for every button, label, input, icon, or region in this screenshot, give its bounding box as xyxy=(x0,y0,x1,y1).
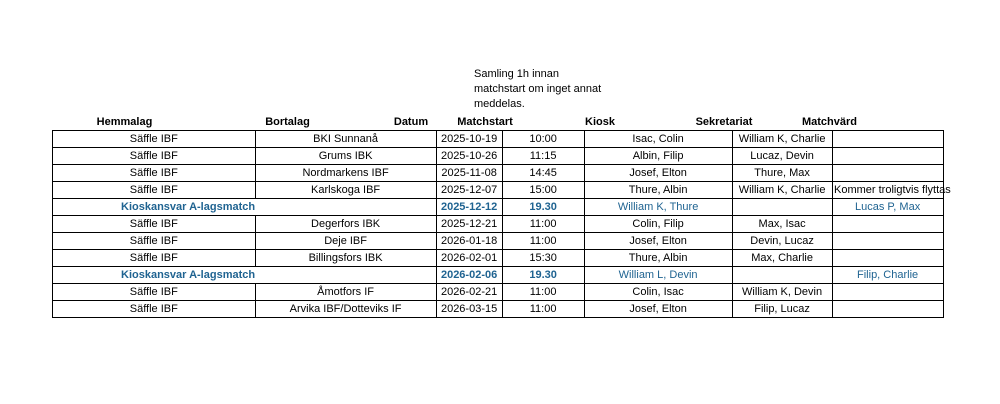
cell-bortalag: Deje IBF xyxy=(255,233,436,250)
cell-hemmalag: Säffle IBF xyxy=(53,216,256,233)
assembly-note xyxy=(474,67,624,112)
cell-kiosk: Colin, Filip xyxy=(584,216,732,233)
cell-kiosk: Colin, Isac xyxy=(584,284,732,301)
cell-kiosk: Josef, Elton xyxy=(584,165,732,182)
cell-bortalag: Arvika IBF/Dotteviks IF xyxy=(255,301,436,318)
table-row xyxy=(53,131,944,148)
header-kiosk: Kiosk xyxy=(585,116,615,128)
cell-kiosk: Josef, Elton xyxy=(584,301,732,318)
cell-bortalag: Nordmarkens IBF xyxy=(255,165,436,182)
cell-bortalag: BKI Sunnanå xyxy=(255,131,436,148)
cell-hemmalag: Säffle IBF xyxy=(53,148,256,165)
cell-bortalag: Åmotfors IF xyxy=(255,284,436,301)
cell-bortalag: Grums IBK xyxy=(255,148,436,165)
cell-start: 11:00 xyxy=(502,216,584,233)
cell-sekretariat xyxy=(732,199,832,216)
cell-start: 19.30 xyxy=(502,267,584,284)
cell-kiosk: Thure, Albin xyxy=(584,250,732,267)
cell-matchvard xyxy=(832,165,943,182)
cell-kiosk: William L, Devin xyxy=(584,267,732,284)
cell-hemmalag: Säffle IBF xyxy=(53,233,256,250)
cell-bortalag: Billingsfors IBK xyxy=(255,250,436,267)
cell-kiosk: Josef, Elton xyxy=(584,233,732,250)
table-row xyxy=(53,267,944,284)
cell-sekretariat: Lucaz, Devin xyxy=(732,148,832,165)
cell-bortalag: Degerfors IBK xyxy=(255,216,436,233)
cell-datum: 2025-12-07 xyxy=(436,182,502,199)
table-row xyxy=(53,301,944,318)
cell-hemmalag: Säffle IBF xyxy=(53,182,256,199)
cell-sekretariat: Filip, Lucaz xyxy=(732,301,832,318)
cell-sekretariat: William K, Charlie xyxy=(732,131,832,148)
header-datum: Datum xyxy=(393,116,429,128)
cell-sekretariat: Max, Charlie xyxy=(732,250,832,267)
cell-matchvard: Lucas P, Max xyxy=(832,199,943,216)
cell-sekretariat: William K, Devin xyxy=(732,284,832,301)
cell-sekretariat: Thure, Max xyxy=(732,165,832,182)
cell-kiosk: William K, Thure xyxy=(584,199,732,216)
table-row xyxy=(53,148,944,165)
note-line: meddelas. xyxy=(474,98,525,110)
cell-sekretariat: William K, Charlie xyxy=(732,182,832,199)
cell-hemmalag: Säffle IBF xyxy=(53,131,256,148)
cell-matchvard xyxy=(832,250,943,267)
cell-bortalag: Karlskoga IBF xyxy=(255,182,436,199)
cell-datum: 2026-02-01 xyxy=(436,250,502,267)
cell-datum: 2025-12-12 xyxy=(436,199,502,216)
table-row xyxy=(53,233,944,250)
header-bortalag: Bortalag xyxy=(265,116,310,128)
cell-matchvard xyxy=(832,284,943,301)
cell-start: 10:00 xyxy=(502,131,584,148)
cell-hemmalag: Kioskansvar A-lagsmatch xyxy=(53,267,256,284)
cell-datum: 2025-12-21 xyxy=(436,216,502,233)
cell-kiosk: Albin, Filip xyxy=(584,148,732,165)
cell-start: 15:00 xyxy=(502,182,584,199)
cell-start: 14:45 xyxy=(502,165,584,182)
header-matchstart: Matchstart xyxy=(457,116,513,128)
cell-start: 11:15 xyxy=(502,148,584,165)
cell-start: 11:00 xyxy=(502,233,584,250)
cell-datum: 2026-03-15 xyxy=(436,301,502,318)
table-row xyxy=(53,182,944,199)
cell-hemmalag: Säffle IBF xyxy=(53,250,256,267)
cell-datum: 2025-10-19 xyxy=(436,131,502,148)
cell-kiosk: Thure, Albin xyxy=(584,182,732,199)
cell-hemmalag: Kioskansvar A-lagsmatch xyxy=(53,199,256,216)
schedule-table xyxy=(52,130,944,318)
cell-start: 11:00 xyxy=(502,284,584,301)
cell-hemmalag: Säffle IBF xyxy=(53,165,256,182)
cell-start: 11:00 xyxy=(502,301,584,318)
side-note: Kommer troligtvis flyttas xyxy=(834,184,951,196)
table-row xyxy=(53,216,944,233)
cell-hemmalag: Säffle IBF xyxy=(53,284,256,301)
cell-matchvard xyxy=(832,131,943,148)
cell-hemmalag: Säffle IBF xyxy=(53,301,256,318)
note-line: matchstart om inget annat xyxy=(474,83,602,95)
cell-bortalag xyxy=(255,267,436,284)
header-sekretariat: Sekretariat xyxy=(695,116,753,128)
cell-kiosk: Isac, Colin xyxy=(584,131,732,148)
cell-datum: 2026-02-06 xyxy=(436,267,502,284)
note-line: Samling 1h innan xyxy=(474,68,560,80)
cell-datum: 2025-11-08 xyxy=(436,165,502,182)
cell-matchvard xyxy=(832,216,943,233)
cell-bortalag xyxy=(255,199,436,216)
cell-start: 15:30 xyxy=(502,250,584,267)
table-row xyxy=(53,165,944,182)
cell-sekretariat: Devin, Lucaz xyxy=(732,233,832,250)
header-hemmalag: Hemmalag xyxy=(96,116,153,128)
cell-sekretariat: Max, Isac xyxy=(732,216,832,233)
cell-matchvard xyxy=(832,148,943,165)
cell-matchvard xyxy=(832,301,943,318)
header-matchvard: Matchvärd xyxy=(801,116,858,128)
cell-datum: 2026-02-21 xyxy=(436,284,502,301)
table-row xyxy=(53,250,944,267)
cell-sekretariat xyxy=(732,267,832,284)
cell-datum: 2026-01-18 xyxy=(436,233,502,250)
cell-datum: 2025-10-26 xyxy=(436,148,502,165)
table-row xyxy=(53,284,944,301)
cell-matchvard xyxy=(832,233,943,250)
cell-matchvard: Filip, Charlie xyxy=(832,267,943,284)
table-row xyxy=(53,199,944,216)
cell-start: 19.30 xyxy=(502,199,584,216)
